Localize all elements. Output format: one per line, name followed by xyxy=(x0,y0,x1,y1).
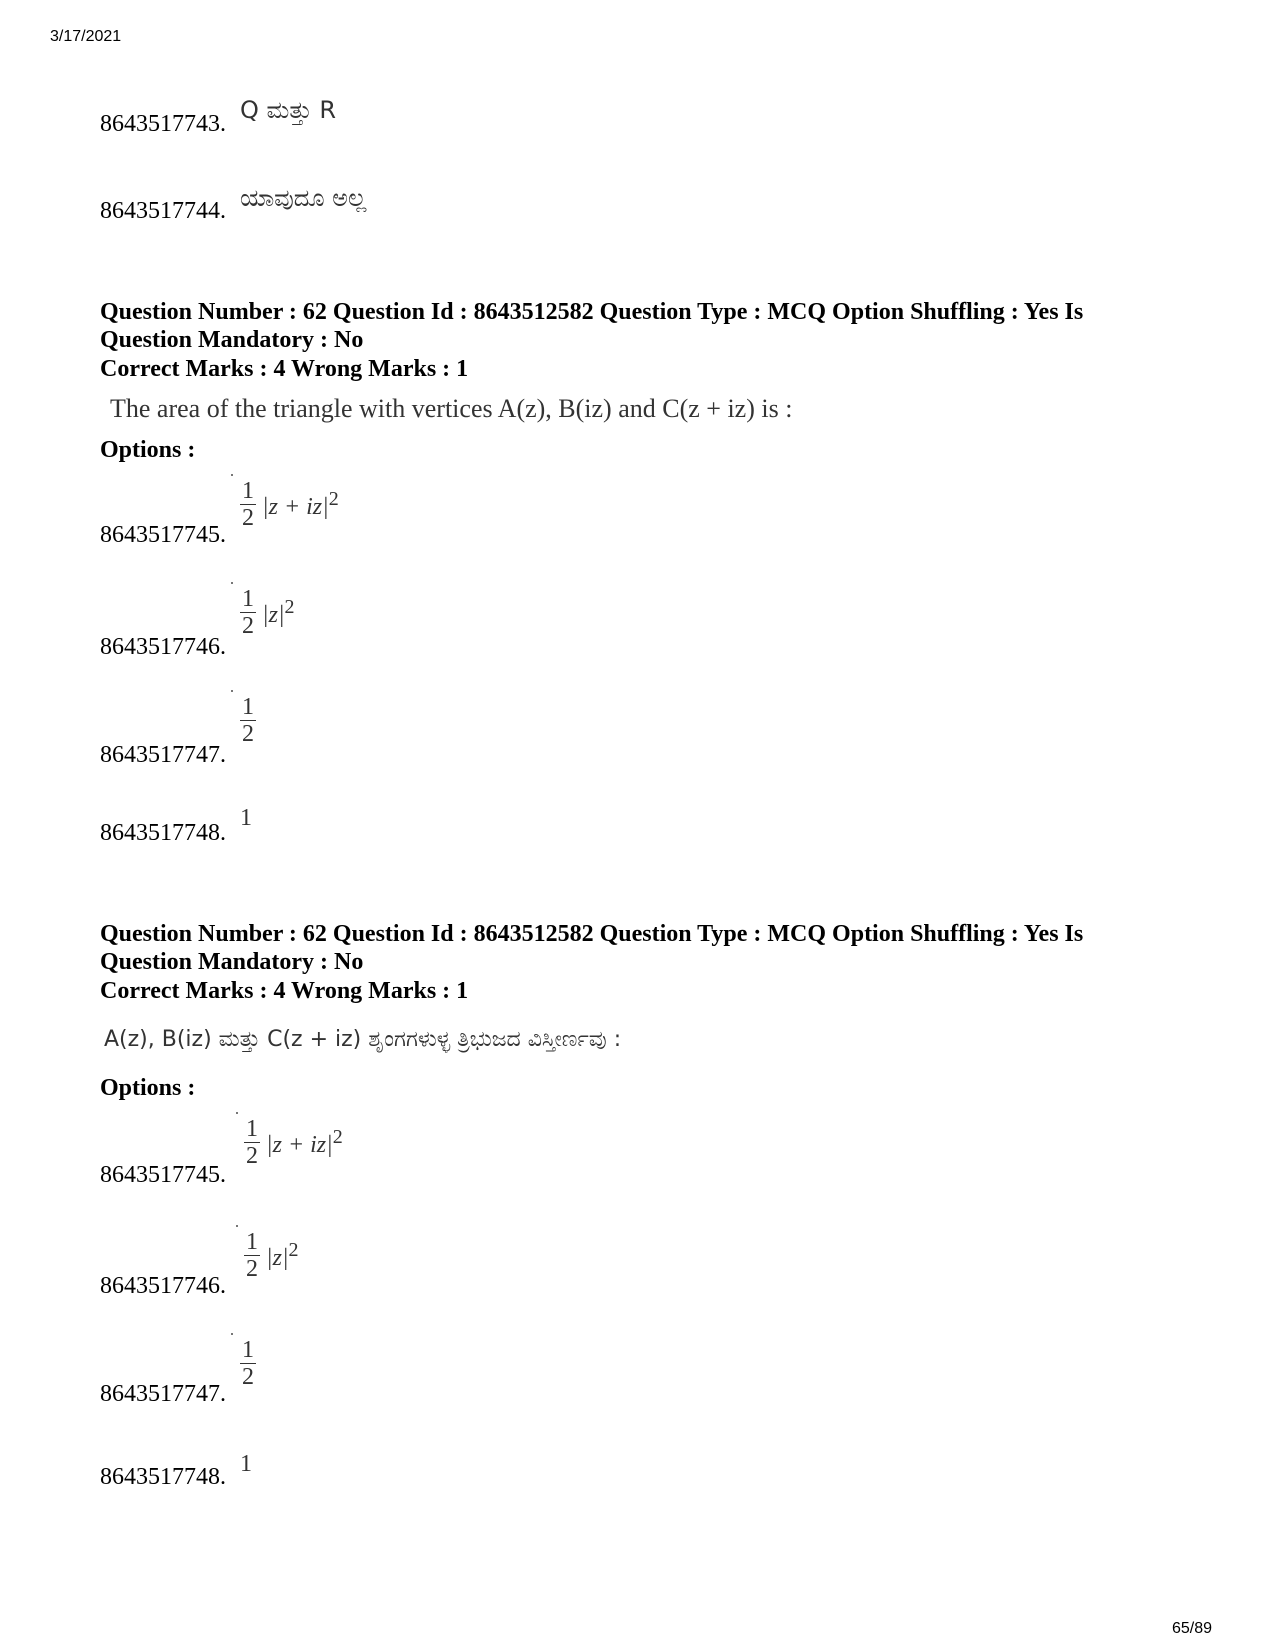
question-header: Question Number : 62 Question Id : 8643512582 Question Type : MCQ Option Shuffling : Yes Is Question Mandatory : No xyxy=(100,299,1084,353)
option-content: 1 xyxy=(240,805,252,831)
question-header: Question Number : 62 Question Id : 8643512582 Question Type : MCQ Option Shuffling : Yes Is Question Mandatory : No xyxy=(100,921,1084,975)
option-id: 8643517743. xyxy=(100,111,226,137)
math-expression: $|z|^2$ xyxy=(262,596,295,628)
options-label: Options : xyxy=(100,437,196,463)
fraction: $\frac{1}{2}$ xyxy=(246,1116,258,1169)
option-id: 8643517748. xyxy=(100,1464,226,1490)
option-id: 8643517746. xyxy=(100,634,226,660)
question-marks: Correct Marks : 4 Wrong Marks : 1 xyxy=(100,978,469,1004)
option-id: 8643517748. xyxy=(100,820,226,846)
print-date: 3/17/2021 xyxy=(50,28,122,45)
option-id: 8643517747. xyxy=(100,1381,226,1407)
fraction: $\frac{1}{2}$ xyxy=(242,694,254,747)
option-content: 1 xyxy=(240,1451,252,1477)
option-id: 8643517746. xyxy=(100,1273,226,1299)
question-text: The area of the triangle with vertices A(z), B(iz) and C(z + iz) is : xyxy=(110,394,793,423)
question-text: A(z), B(iz) ಮತ್ತು C(z + iz) ಶೃಂಗಗಳುಳ್ಳ ತ್ರಿಭುಜದ ವಿಸ್ತೀರ್ಣವು : xyxy=(104,1027,622,1052)
option-id: 8643517744. xyxy=(100,198,226,224)
option-content xyxy=(244,1116,343,1169)
option-content xyxy=(240,1337,256,1390)
fraction: $\frac{1}{2}$ xyxy=(246,1229,258,1282)
math-expression: $|z + iz|^2$ xyxy=(266,1126,343,1158)
option-content xyxy=(244,1229,299,1282)
question-marks: Correct Marks : 4 Wrong Marks : 1 xyxy=(100,356,469,382)
option-content xyxy=(240,478,339,531)
option-content xyxy=(240,586,295,639)
page-number: 65/89 xyxy=(1172,1620,1213,1637)
option-id: 8643517747. xyxy=(100,742,226,768)
options-label: Options : xyxy=(100,1075,196,1101)
option-content: Q ಮತ್ತು R xyxy=(240,96,337,124)
fraction: $\frac{1}{2}$ xyxy=(242,1337,254,1390)
option-content xyxy=(240,694,256,747)
math-expression: $|z|^2$ xyxy=(266,1239,299,1271)
option-id: 8643517745. xyxy=(100,522,226,548)
option-id: 8643517745. xyxy=(100,1162,226,1188)
fraction: $\frac{1}{2}$ xyxy=(242,478,254,531)
math-expression: $|z + iz|^2$ xyxy=(262,488,339,520)
option-content: ಯಾವುದೂ ಅಲ್ಲ xyxy=(240,184,367,212)
fraction: $\frac{1}{2}$ xyxy=(242,586,254,639)
